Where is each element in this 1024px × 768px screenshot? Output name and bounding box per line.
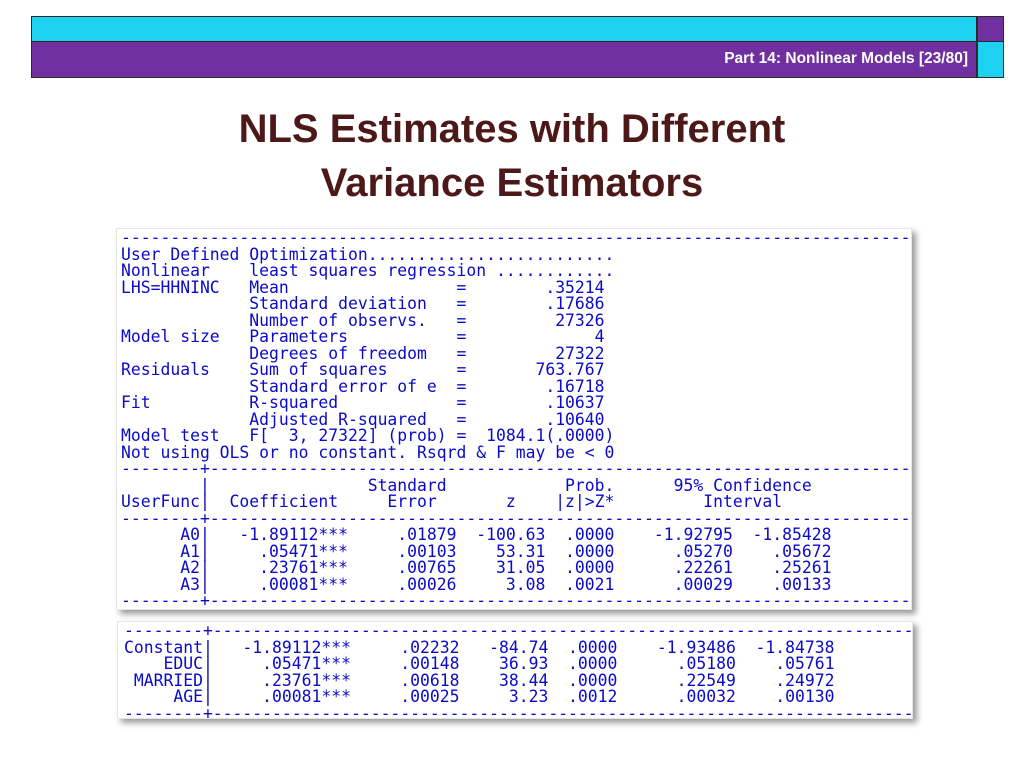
output-line: Model size Parameters = 4 [121,327,605,346]
output-line: -------------------------------------------------------------------------------- [121,228,911,247]
alternate-variance-text [124,623,913,722]
output-line: LHS=HHNINC Mean = .35214 [121,277,605,297]
output-line: MARRIED| .23761*** .00618 38.44 .0000 .22549 .24972 [124,670,835,690]
alternate-variance-panel [117,621,914,723]
header-corner-square-bottom [977,42,1004,78]
output-line: User Defined Optimization......................... [121,244,615,264]
output-line: A2| .23761*** .00765 31.05 .0000 .22261 .25261 [121,558,832,577]
header-corner-square-top [977,16,1004,42]
output-line: Adjusted R-squared = .10640 [121,409,605,429]
header-bar-top [31,16,977,42]
output-line: --------+----------------------------------------------------------------------- [124,621,914,640]
slide-title-line-1: NLS Estimates with Different [238,107,786,151]
output-line: Constant| -1.89112*** .02232 -84.74 .0000 -1.93486 -1.84738 [124,637,835,657]
output-line: Residuals Sum of squares = 763.767 [121,360,605,379]
output-line: EDUC| .05471*** .00148 36.93 .0000 .05180 .05761 [124,654,835,673]
output-line: | Standard Prob. 95% Confidence [121,475,812,495]
output-line: AGE| .00081*** .00025 3.23 .0012 .00032 .00130 [124,687,835,706]
output-line: Standard deviation = .17686 [121,294,605,313]
output-line: Fit R-squared = .10637 [121,393,605,412]
output-line: Number of observs. = 27326 [121,310,605,330]
output-line: Not using OLS or no constant. Rsqrd & F may be < 0 [121,442,615,462]
output-line: Standard error of e = .16718 [121,376,605,396]
output-line: Degrees of freedom = 27322 [121,343,605,363]
output-line: A3| .00081*** .00026 3.08 .0021 .00029 .00133 [121,574,832,594]
slide-title-line-2: Variance Estimators [320,161,704,205]
output-line: A0| -1.89112*** .01879 -100.63 .0000 -1.92795 -1.85428 [121,525,832,544]
output-line: Nonlinear least squares regression ............ [121,261,615,280]
slide-title [0,102,1024,210]
part-label: Part 14: Nonlinear Models [23/80] [724,50,968,67]
output-line: --------+----------------------------------------------------------------------- [124,703,914,723]
output-line: --------+----------------------------------------------------------------------- [121,591,911,610]
output-line: UserFunc| Coefficient Error z |z|>Z* Interval [121,492,783,511]
regression-output-text [121,230,910,610]
output-line: --------+----------------------------------------------------------------------- [121,459,911,478]
regression-output-panel [116,228,912,610]
output-line: Model test F[ 3, 27322] (prob) = 1084.1(.0000) [121,426,615,445]
output-line: A1| .05471*** .00103 53.31 .0000 .05270 .05672 [121,541,832,561]
output-line: --------+----------------------------------------------------------------------- [121,508,911,528]
